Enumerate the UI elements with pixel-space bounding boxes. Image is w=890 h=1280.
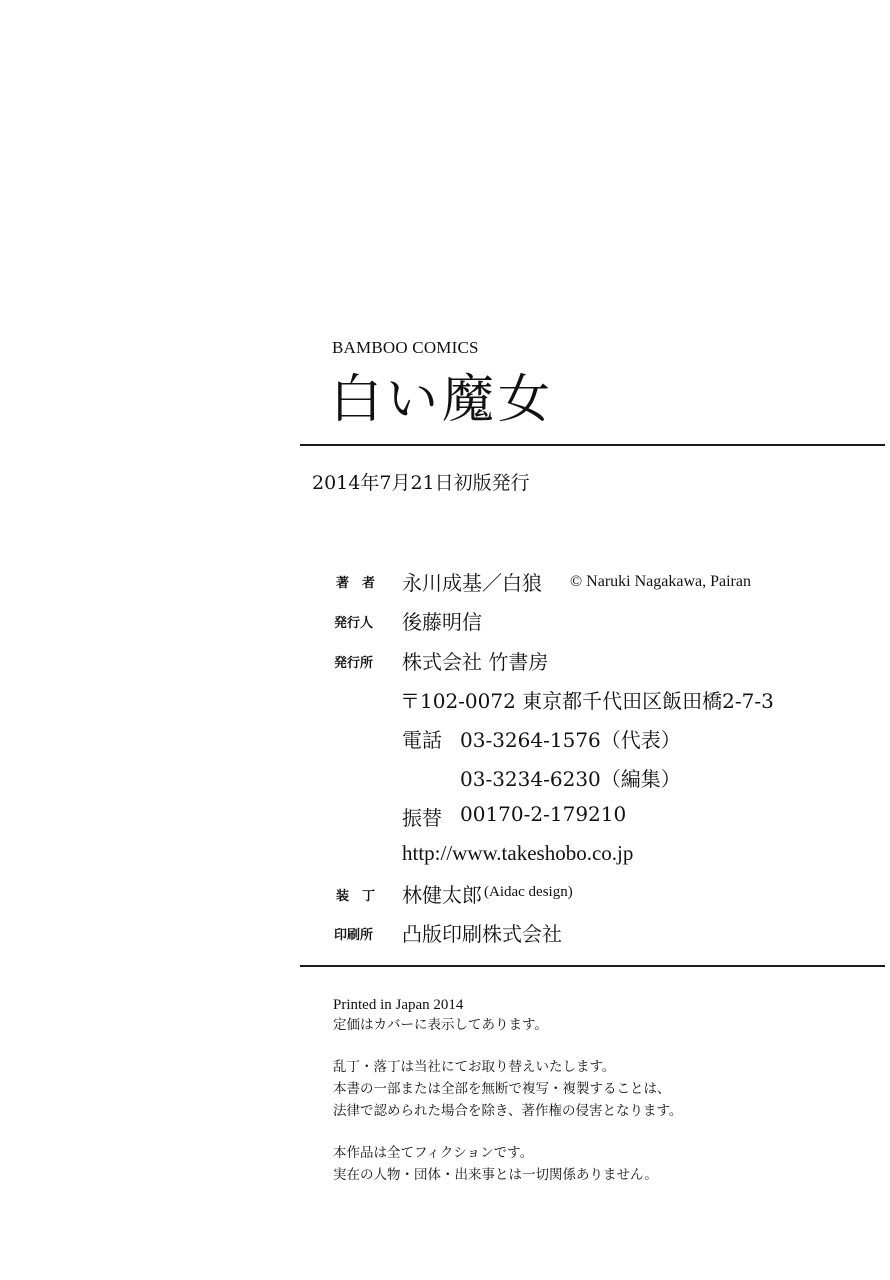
author-copyright: © Naruki Nagakawa, Pairan xyxy=(570,573,751,590)
publisher-address: 〒102-0072 東京都千代田区飯田橋2-7-3 xyxy=(400,689,774,713)
bottom-divider xyxy=(300,965,885,967)
publisher-url: http://www.takeshobo.co.jp xyxy=(402,841,634,865)
replacement-note: 乱丁・落丁は当社にてお取り替えいたします。 xyxy=(333,1059,616,1075)
copyright-note-line-1: 本書の一部または全部を無断で複写・複製することは、 xyxy=(333,1081,671,1097)
price-note: 定価はカバーに表示してあります。 xyxy=(333,1017,548,1033)
publisher-name: 株式会社 竹書房 xyxy=(402,650,549,674)
designer-credit: (Aidac design) xyxy=(484,884,573,900)
phone-edit: 03-3234-6230（編集） xyxy=(460,767,681,791)
fiction-note-line-1: 本作品は全てフィクションです。 xyxy=(333,1145,534,1161)
author-name: 永川成基／白狼 xyxy=(402,571,542,595)
publication-date: 2014年7月21日初版発行 xyxy=(312,472,530,494)
publisher-label: 発行所 xyxy=(334,656,374,671)
designer-name: 林健太郎 xyxy=(402,883,482,907)
transfer-label: 振替 xyxy=(402,806,442,830)
printed-in-note: Printed in Japan 2014 xyxy=(333,997,464,1013)
fiction-note-line-2: 実在の人物・団体・出来事とは一切関係ありません。 xyxy=(333,1167,658,1183)
design-label: 装 丁 xyxy=(336,889,376,904)
issuer-name: 後藤明信 xyxy=(402,610,482,634)
top-divider xyxy=(300,444,885,446)
issuer-label: 発行人 xyxy=(334,616,374,631)
printer-name: 凸版印刷株式会社 xyxy=(402,922,562,946)
phone-label: 電話 xyxy=(402,728,442,752)
copyright-note-line-2: 法律で認められた場合を除き、著作権の侵害となります。 xyxy=(333,1103,683,1119)
transfer-number: 00170-2-179210 xyxy=(460,802,627,826)
author-label: 著 者 xyxy=(336,576,376,591)
series-name: BAMBOO COMICS xyxy=(332,338,479,357)
book-title: 白い魔女 xyxy=(330,370,555,430)
printer-label: 印刷所 xyxy=(334,928,374,943)
phone-main: 03-3264-1576（代表） xyxy=(460,728,681,752)
